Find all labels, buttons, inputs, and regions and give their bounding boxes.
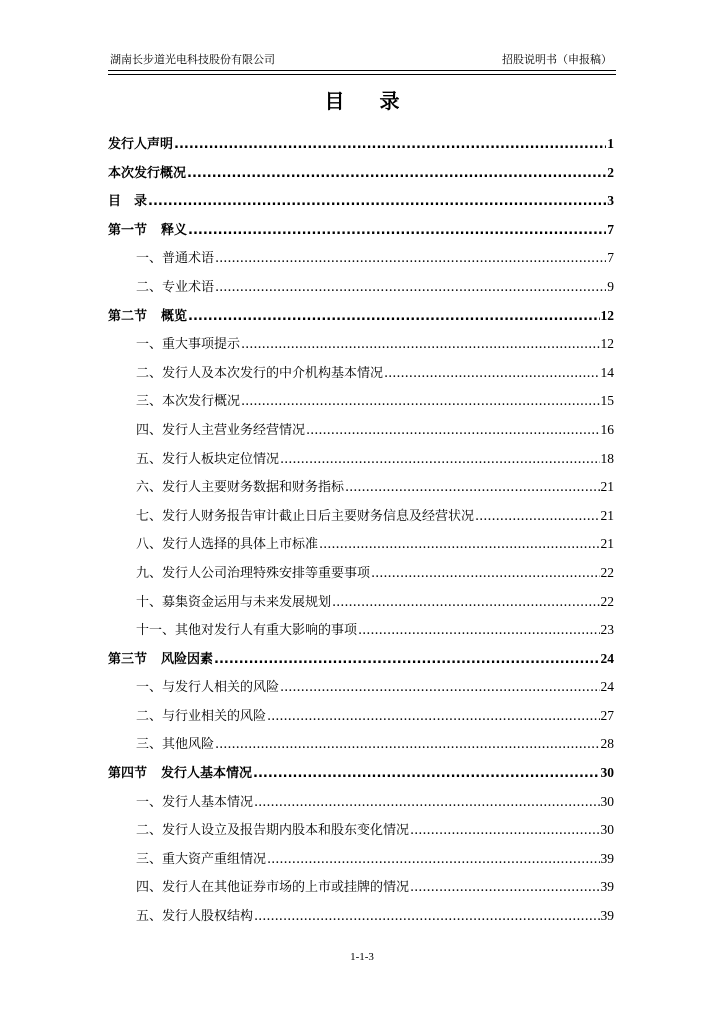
- toc-entry-label: [108, 217, 187, 245]
- header-divider: [108, 74, 616, 75]
- toc-entry[interactable]: [108, 616, 614, 645]
- toc-entry-title: 十、募集资金运用与未来发展规划: [136, 594, 332, 610]
- toc-section-number: 第二节: [108, 308, 148, 324]
- toc-page-number: 24: [600, 679, 614, 695]
- page-number: 1-1-3: [350, 951, 374, 963]
- toc-entry-title: 目 录: [108, 194, 148, 210]
- running-header: [108, 50, 616, 71]
- toc-leader-dots: [371, 560, 599, 588]
- toc-leader-dots: [345, 474, 599, 502]
- toc-section-number: 第一节: [108, 222, 148, 238]
- toc-page-number: 7: [607, 221, 614, 237]
- toc-leader-dots: [241, 331, 599, 359]
- toc-entry-title: 风险因素: [161, 651, 214, 667]
- toc-entry-title: 五、发行人板块定位情况: [136, 451, 280, 467]
- toc-entry-label: [136, 789, 253, 817]
- toc-page-number: 39: [600, 879, 614, 895]
- toc-page-number: 30: [600, 822, 614, 838]
- toc-entry-label: [136, 874, 409, 902]
- toc-entry-label: [136, 474, 344, 502]
- toc-leader-dots: [254, 789, 599, 817]
- toc-leader-dots: [410, 874, 599, 902]
- toc-leader-dots: [267, 846, 599, 874]
- toc-entry-title: 一、普通术语: [136, 251, 215, 267]
- toc-leader-dots: [358, 617, 599, 645]
- toc-leader-dots: [174, 131, 606, 159]
- toc-leader-dots: [332, 589, 599, 617]
- toc-page-number: 1: [607, 136, 614, 151]
- toc-entry-title: 二、发行人设立及报告期内股本和股东变化情况: [136, 823, 410, 839]
- toc-entry-label: [136, 674, 279, 702]
- toc-entry-title: 三、本次发行概况: [136, 394, 241, 410]
- toc-page-number: 27: [600, 707, 614, 723]
- toc-entry-title: 一、发行人基本情况: [136, 794, 254, 810]
- toc-entry-title: 七、发行人财务报告审计截止日后主要财务信息及经营状况: [136, 508, 475, 524]
- toc-leader-dots: [306, 417, 599, 445]
- toc-entry-label: [136, 846, 266, 874]
- toc-leader-dots: [241, 388, 599, 416]
- toc-entry[interactable]: [108, 216, 614, 245]
- toc-page-number: 7: [607, 250, 614, 266]
- toc-entry[interactable]: [108, 559, 614, 588]
- toc-section-number: 第四节: [108, 766, 148, 782]
- header-company-name: 湖南长步道光电科技股份有限公司: [110, 53, 275, 66]
- toc-entry-label: [108, 131, 173, 159]
- toc-leader-dots: [215, 245, 606, 273]
- toc-page-number: 39: [600, 850, 614, 866]
- toc-entry[interactable]: [108, 673, 614, 702]
- toc-leader-dots: [319, 531, 599, 559]
- toc-leader-dots: [254, 903, 599, 931]
- toc-entry-title: 二、发行人及本次发行的中介机构基本情况: [136, 365, 384, 381]
- toc-page-number: 21: [600, 507, 614, 523]
- toc-entry-label: [108, 188, 147, 216]
- toc-entry-title: 本次发行概况: [108, 165, 187, 181]
- toc-entry[interactable]: [108, 816, 614, 845]
- toc-leader-dots: [384, 360, 599, 388]
- toc-entry-title: 五、发行人股权结构: [136, 909, 254, 925]
- toc-page-number: 30: [600, 765, 614, 781]
- toc-entry-label: [136, 617, 357, 645]
- toc-page-number: 14: [600, 364, 614, 380]
- toc-entry[interactable]: [108, 845, 614, 874]
- toc-leader-dots: [148, 188, 606, 216]
- toc-entry-title: 三、其他风险: [136, 737, 215, 753]
- toc-entry-label: [136, 589, 331, 617]
- toc-entry-label: [136, 245, 214, 273]
- toc-entry[interactable]: [108, 302, 614, 331]
- toc-entry-title: 二、专业术语: [136, 279, 215, 295]
- toc-entry[interactable]: [108, 359, 614, 388]
- toc-entry[interactable]: [108, 159, 614, 188]
- toc-entry[interactable]: [108, 473, 614, 502]
- toc-entry-label: [136, 360, 383, 388]
- toc-entry-title: 六、发行人主要财务数据和财务指标: [136, 480, 345, 496]
- toc-entry-title: 三、重大资产重组情况: [136, 851, 267, 867]
- toc-page-number: 21: [600, 536, 614, 552]
- toc-leader-dots: [187, 160, 606, 188]
- toc-page-number: 23: [600, 622, 614, 638]
- toc-entry-label: [108, 160, 186, 188]
- toc-entry-label: [136, 531, 318, 559]
- toc-entry[interactable]: [108, 873, 614, 902]
- toc-entry-title: 发行人基本情况: [161, 766, 253, 782]
- toc-leader-dots: [280, 446, 599, 474]
- toc-entry[interactable]: [108, 416, 614, 445]
- toc-entry-label: [136, 274, 214, 302]
- toc-entry-title: 二、与行业相关的风险: [136, 708, 267, 724]
- toc-leader-dots: [280, 674, 599, 702]
- toc-page-number: 22: [600, 593, 614, 609]
- toc-entry[interactable]: [108, 273, 614, 302]
- toc-page-number: 18: [600, 450, 614, 466]
- toc-entry-title: 九、发行人公司治理特殊安排等重要事项: [136, 565, 371, 581]
- toc-page-number: 15: [600, 393, 614, 409]
- toc-entry-label: [136, 388, 240, 416]
- toc-leader-dots: [215, 274, 606, 302]
- toc-entry-title: 四、发行人主营业务经营情况: [136, 422, 306, 438]
- toc-leader-dots: [214, 646, 599, 674]
- toc-page-number: 28: [600, 736, 614, 752]
- toc-entry-label: [136, 331, 240, 359]
- toc-entry-label: [108, 303, 187, 331]
- toc-page-number: 39: [600, 908, 614, 924]
- toc-entry[interactable]: [108, 387, 614, 416]
- toc-page-number: 24: [600, 650, 614, 666]
- toc-leader-dots: [475, 503, 599, 531]
- toc-entry[interactable]: [108, 530, 614, 559]
- toc-page-number: 22: [600, 564, 614, 580]
- toc-entry-label: [136, 903, 253, 931]
- header-document-type: 招股说明书（申报稿）: [502, 53, 612, 66]
- toc-entry[interactable]: [108, 445, 614, 474]
- toc-page-number: 16: [600, 421, 614, 437]
- toc-entry-title: 十一、其他对发行人有重大影响的事项: [136, 623, 358, 639]
- toc-leader-dots: [215, 731, 599, 759]
- toc-page-number: 2: [607, 164, 614, 180]
- toc-leader-dots: [410, 817, 599, 845]
- toc-entry-title: 八、发行人选择的具体上市标准: [136, 537, 319, 553]
- toc-entry-label: [136, 817, 409, 845]
- toc-leader-dots: [267, 703, 599, 731]
- toc-entry[interactable]: [108, 902, 614, 931]
- toc-entry-title: 概览: [161, 308, 188, 324]
- toc-page-number: 12: [600, 307, 614, 323]
- toc-entry-label: [136, 446, 279, 474]
- toc-leader-dots: [188, 217, 606, 245]
- toc-entry-label: [108, 760, 252, 788]
- toc-section-number: 第三节: [108, 651, 148, 667]
- toc-page-number: 30: [600, 793, 614, 809]
- page-title: 目 录: [324, 89, 414, 113]
- toc-entry[interactable]: [108, 244, 614, 273]
- toc-entry-label: [136, 731, 214, 759]
- toc-entry[interactable]: [108, 330, 614, 359]
- toc-entry[interactable]: [108, 502, 614, 531]
- toc-entry-title: 一、与发行人相关的风险: [136, 680, 280, 696]
- toc-entry-title: 发行人声明: [108, 137, 174, 152]
- toc-entry[interactable]: [108, 645, 614, 674]
- toc-entry[interactable]: [108, 730, 614, 759]
- toc-entry[interactable]: [108, 130, 614, 159]
- toc-entry-label: [108, 646, 213, 674]
- toc-page-number: 21: [600, 479, 614, 495]
- toc-entry[interactable]: [108, 588, 614, 617]
- toc-entry-label: [136, 417, 305, 445]
- toc-leader-dots: [253, 760, 599, 788]
- toc-entry[interactable]: [108, 702, 614, 731]
- toc-entry[interactable]: [108, 759, 614, 788]
- toc-entry-label: [136, 503, 474, 531]
- toc-entry[interactable]: [108, 187, 614, 216]
- toc-entry-label: [136, 560, 370, 588]
- toc-entry-title: 释义: [161, 222, 188, 238]
- toc-leader-dots: [188, 303, 599, 331]
- toc-entry[interactable]: [108, 788, 614, 817]
- toc-page-number: 12: [600, 336, 614, 352]
- toc-entry-title: 四、发行人在其他证券市场的上市或挂牌的情况: [136, 880, 410, 896]
- toc-entry-title: 一、重大事项提示: [136, 337, 241, 353]
- toc-page-number: 3: [607, 193, 614, 209]
- toc-entry-label: [136, 703, 266, 731]
- table-of-contents: [108, 130, 614, 931]
- toc-page-number: 9: [607, 278, 614, 294]
